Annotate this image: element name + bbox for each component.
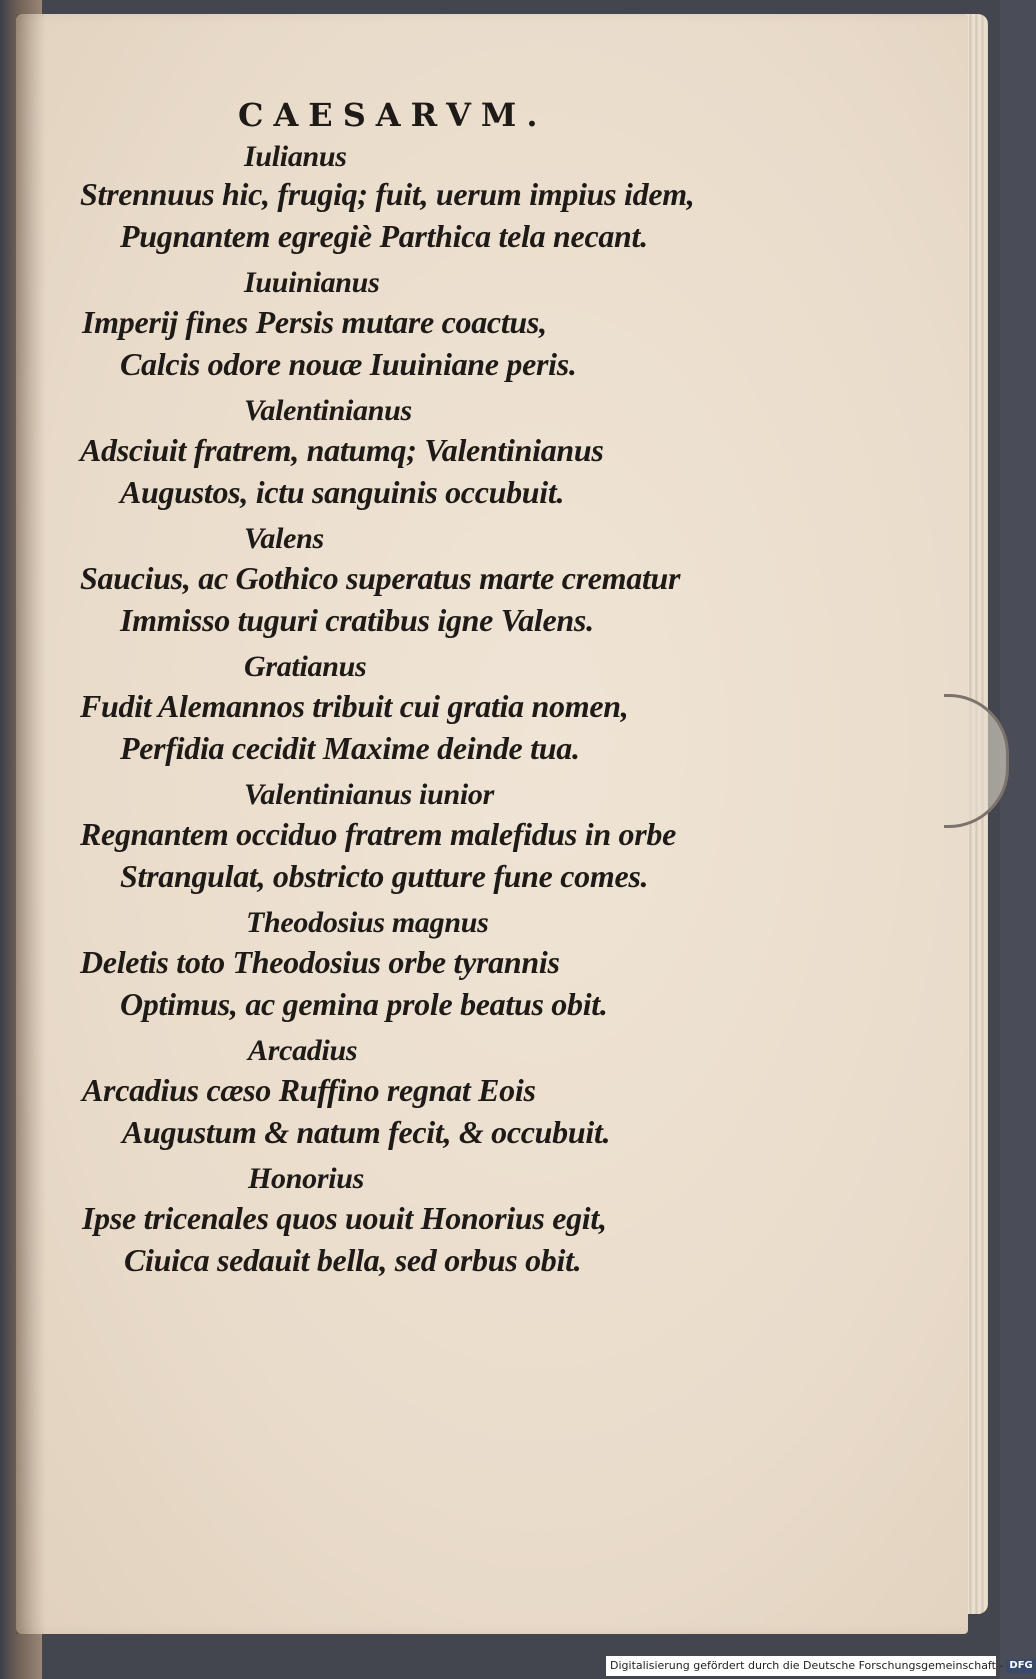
verse-line: Imperij fines Persis mutare coactus, — [82, 304, 547, 340]
verse-line: Ipse tricenales quos uouit Honorius egit, — [82, 1200, 607, 1236]
section-title-valentinianus: Valentinianus — [244, 394, 412, 427]
verse-line: Immisso tuguri cratibus igne Valens. — [120, 602, 594, 638]
section-title-valentinianus-iunior: Valentinianus iunior — [244, 778, 494, 811]
digitization-credit — [606, 1656, 1033, 1676]
running-head: CAESARVM. — [238, 96, 548, 134]
verse-line: Strangulat, obstricto gutture fune comes. — [120, 858, 649, 894]
verse-line: Optimus, ac gemina prole beatus obit. — [120, 986, 608, 1022]
verse-line: Perfidia cecidit Maxime deinde tua. — [120, 730, 580, 766]
gutter-shadow — [16, 14, 46, 1634]
verse-line: Strennuus hic, frugiq; fuit, uerum impius idem, — [80, 176, 695, 212]
section-title-iulianus: Iulianus — [244, 140, 347, 173]
section-title-iuuinianus: Iuuinianus — [244, 266, 380, 299]
verse-line: Ciuica sedauit bella, sed orbus obit. — [124, 1242, 582, 1278]
verse-line: Deletis toto Theodosius orbe tyrannis — [80, 944, 560, 980]
section-title-theodosius-magnus: Theodosius magnus — [246, 906, 489, 939]
credit-text: Digitalisierung gefördert durch die Deutsche Forschungsgemeinschaft - — [610, 1659, 1004, 1672]
section-title-honorius: Honorius — [248, 1162, 364, 1195]
verse-line: Augustum & natum fecit, & occubuit. — [122, 1114, 611, 1150]
section-title-arcadius: Arcadius — [248, 1034, 358, 1067]
verse-line: Fudit Alemannos tribuit cui gratia nomen, — [80, 688, 629, 724]
verse-line: Adsciuit fratrem, natumq; Valentinianus — [80, 432, 604, 468]
verse-line: Regnantem occiduo fratrem malefidus in orbe — [80, 816, 676, 852]
section-title-valens: Valens — [244, 522, 324, 555]
verse-line: Augustos, ictu sanguinis occubuit. — [120, 474, 565, 510]
verse-line: Arcadius cæso Ruffino regnat Eois — [82, 1072, 536, 1108]
dfg-logo: DFG — [1006, 1659, 1035, 1673]
verse-line: Calcis odore nouæ Iuuiniane peris. — [120, 346, 577, 382]
section-title-gratianus: Gratianus — [244, 650, 367, 683]
verse-line: Saucius, ac Gothico superatus marte crematur — [80, 560, 681, 596]
verse-line: Pugnantem egregiè Parthica tela necant. — [120, 218, 648, 254]
